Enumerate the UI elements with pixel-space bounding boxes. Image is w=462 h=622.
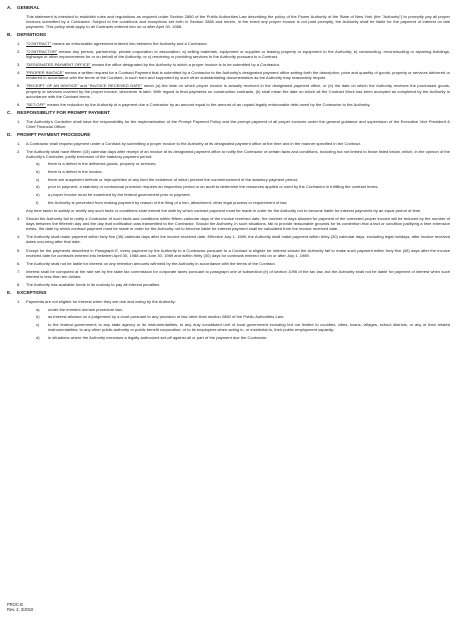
procedure-subitem-f: f) the Authority is prevented from making payment by reason of the filing of a lien, attachment, other legal process or requirement of law. — [36, 199, 288, 205]
procedure-item-5: 5. Except for the payments described in Paragraph E, every payment by the Authority to a Contractor pursuant to a Contract is eligible for interest should the Authority fail to make such payment within forty five (45) days after the invoice received date for contracts entered into between April 30, 1988 and June 30, 1989 and within thirty (30) days for contracts entered into on or after July 1, 1989. — [17, 247, 450, 258]
procedure-item-1: 1. A Contractor shall request payment under a Contract by submitting a proper invoice to the Authority at its designated payment office at the time and in the manner specified in the Contract. — [17, 140, 361, 146]
procedure-subitem-a: a) there is a defect in the delivered goods, property or services; — [36, 161, 157, 167]
definition-proper-invoice: 4. "PROPER INVOICE" means a written request for a Contract Payment that is submitted by a Contractor to the Authority's designated payment office setting forth the description, price and quantity of goods, property or services delivered or rendered in accordance with the terms of the Contract, in such form and supported by such other substantiating documentation as the Authority may reasonably require. — [17, 70, 450, 81]
procedure-item-8: 8. The Authority has available funds in its custody to pay all interest penalties. — [17, 281, 161, 287]
definition-contract: 1. "CONTRACT" means an enforceable agreement entered into between the Authority and a Contractor. — [17, 40, 208, 46]
footer-revision: Rev. 2, 3/2010 — [7, 606, 34, 612]
definition-receipt-of-invoice: 5. "RECEIPT OF AN INVOICE" and "INVOICE RECEIVED DATE" mean (a) the date on which proper invoice is actually received in the designated payment office, or (b) the date on which the Authority receives the purchased goods, property or services covered by the proper invoice, whichever is later. With regard to final payments on construction contracts, (b) shall mean the date on which all the Contract Work has been accepted as completed by the Authority in accordance with the Contract terms. — [17, 83, 450, 99]
definition-designated-payment-office: 3. "DESIGNATED PAYMENT OFFICE" means the office designated by the Authority to which a proper invoice is to be submitted by a Contractor. — [17, 62, 280, 68]
definition-contractor: 2. "CONTRACTOR" means any person, partnership, private corporation or association: a) selling materials, equipment or supplies or leasing property or equipment to the Authority; b) constructing, reconstructing or repairing buildings, highways or other improvements for or on behalf of the Authority; or c) rendering or providing services to the Authority pursuant to a Contract. — [17, 48, 450, 60]
exceptions-item-1: 1. Payments are not eligible for interest when they are due and owing by the Authority: — [17, 298, 176, 304]
section-a-heading: A. GENERAL — [7, 5, 40, 10]
procedure-item-4: 4. The Authority shall make payment within forty five (45) calendar days after the invoice received date. Effective July 1, 1989, the Authority shall make payment within thirty (30) calendar days, excluding legal holidays, after invoice received dates occurring after that date. — [17, 234, 450, 245]
procedure-subitem-b: b) there is a defect in the invoice; — [36, 169, 103, 175]
footer-form-code: PROC-B — [7, 602, 23, 607]
responsibility-paragraph: 1. The Authority's Controller shall have the responsibility for the implementation of the Prompt Payment Policy and the prompt payment of all proper invoices under the general guidance and supervision of the Executive Vice President & Chief Financial Officer. — [17, 118, 450, 129]
procedure-item-3: 3. Should the Authority fail to notify a Contractor of such facts and conditions within fifteen calendar days of the invoice received date, the number of days allowed for payment of the corrected proper invoice will be reduced by the number of days between the fifteenth day and the day that notification was transmitted to the Contractor. Should the Authority, in such situations, fail to provide reasonable grounds for its contention that a fact or condition justifying a time extension exists, the date by which contract payment must be made in order for the Authority not to become liable for interest payment shall be calculated from the invoice received date. — [17, 216, 450, 232]
exceptions-subitem-d: d) in situations where the Authority exercises a legally authorized set-off against all or part of the payment due the Contractor. — [36, 334, 268, 340]
procedure-subitem-e: e) a proper invoice must be examined by the federal government prior to payment; — [36, 192, 191, 198]
procedure-subitem-d: d) prior to payment, a statutory or contractual provision requires an inspection period or an audit to determine the resources applied or used by the Contractor in fulfilling the contract terms; — [36, 184, 379, 190]
procedure-item-7: 7. Interest shall be computed at the rate set by the state tax commission for corporate taxes pursuant to paragraph one of subsection (e) of section 1096 of the tax law, but the Authority shall not be liable for payment of interest when such interest is less than ten dollars. — [17, 268, 450, 279]
section-c-heading: C. RESPONSIBILITY FOR PROMPT PAYMENT — [7, 109, 111, 115]
section-e-heading: E. EXCEPTIONS — [7, 290, 47, 296]
procedure-item-6: 6. The Authority shall not be liable for interest on any retention amounts withheld by the Authority in accordance with the terms of the Contract. — [17, 260, 276, 266]
page-footer — [7, 603, 33, 613]
procedure-any-time-paragraph: Any time taken to satisfy or rectify any such facts or conditions shall extend the date by which contract payment must be made in order for the Authority not to become liable for interest payments by an equal period of time. — [26, 207, 422, 213]
section-b-heading: B. DEFINITIONS — [7, 32, 47, 38]
definition-set-off: 6. "SET-OFF" means the reduction by the Authority of a payment due a Contractor by an amount equal to the amount of an unpaid legally enforceable debt owed by the Contractor to the Authority. — [17, 101, 371, 107]
procedure-subitem-c: c) there are suspected defects or improprieties of any kind the existence of which prevent the commencement of the statutory payment period; — [36, 176, 298, 182]
general-paragraph: This statement is intended to establish rules and regulations as required under Section 2880 of the Public Authorities Law describing the policy of the Power Authority of the State of New York (the "Authority") to promptly pay all proper invoices submitted by a Contractor. Subject to the conditions and exceptions set forth in Section 2880 and herein, in the event any proper invoice is not paid promptly, the Authority shall be liable for the payment of interest on late payments. This policy shall apply to all Contracts entered into on or after April 30, 1988. — [26, 13, 450, 29]
exceptions-subitem-c: c) to the federal government; to any state agency or its instrumentalities; to any duly constituted unit of local government including but not limited to counties, cities, towns, villages, school districts, or any of their related instrumentalities; to any other public authority or public benefit corporation; or to its employees when acting in, or incidental to, their public employment capacity; — [36, 321, 450, 332]
section-d-heading: D. PROMPT PAYMENT PROCEDURE — [7, 131, 91, 137]
procedure-item-2: 2. The Authority shall have fifteen (15) calendar days after receipt of an invoice at its designated payment office to notify the Contractor of certain facts and conditions, including but not limited to those listed below, which, in the opinion of the Authority's Controller, justify extension of the statutory payment period: — [17, 148, 450, 159]
exceptions-subitem-a: a) under the eminent domain procedure law; — [36, 306, 123, 312]
exceptions-subitem-b: b) as interest allowed on a judgement by a court pursuant to any provision of law other than section 2880 of the Public Authorities Law; — [36, 314, 284, 320]
